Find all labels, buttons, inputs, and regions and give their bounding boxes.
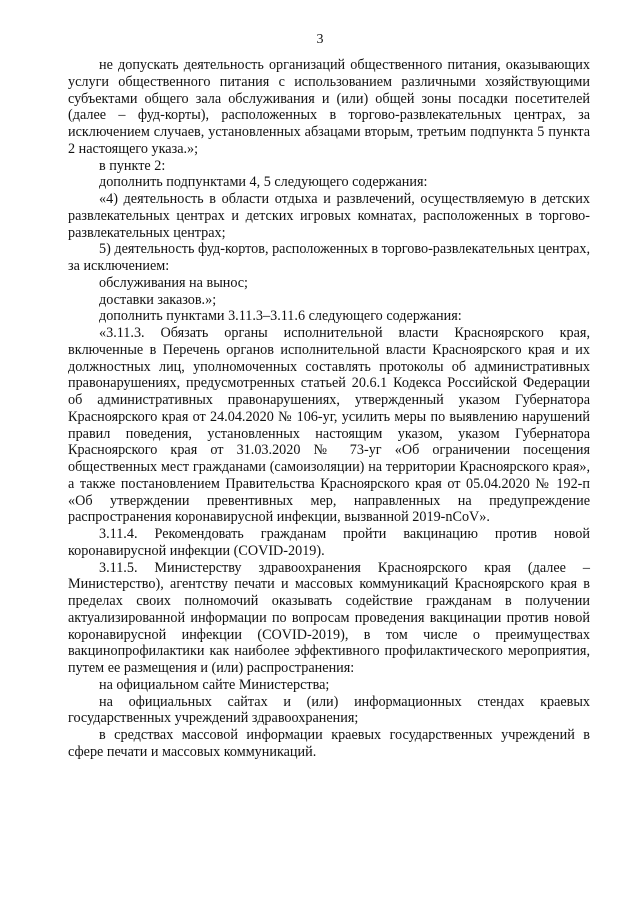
document-body	[68, 57, 590, 761]
paragraph: 5) деятельность фуд-кортов, расположенных в торгово-развлекательных центрах, за исключением:	[68, 241, 590, 274]
paragraph: в средствах массовой информации краевых государственных учреждений в сфере печати и массовых коммуникаций.	[68, 727, 590, 760]
paragraph: дополнить подпунктами 4, 5 следующего содержания:	[99, 174, 428, 191]
paragraph: «4) деятельность в области отдыха и развлечений, осуществляемую в детских развлекательных центрах и детских игровых комнатах, расположенных в торгово-развлекательных центрах;	[68, 191, 590, 241]
paragraph: доставки заказов.»;	[99, 291, 217, 308]
paragraph: на официальном сайте Министерства;	[99, 676, 330, 693]
page-number: 3	[316, 32, 324, 47]
paragraph: не допускать деятельность организаций общественного питания, оказывающих услуги общественного питания с использованием различными хозяйствующими субъектами общего зала обслуживания и (или) общей зоны посадки посетителей (далее – фуд-корты), расположенных в торгово-развлекательных центрах, за исключением случаев, установленных абзацами вторым, третьим подпункта 5 пункта 2 настоящего указа.»;	[68, 57, 590, 157]
paragraph: обслуживания на вынос;	[99, 274, 249, 291]
paragraph: «3.11.3. Обязать органы исполнительной власти Красноярского края, включенные в Перечень органов исполнительной власти Красноярского края и их должностных лиц, уполномоченных составлять протоколы об административных правонарушениях, предусмотренных статьей 20.6.1 Кодекса Российской Федерации об административных правонарушениях, утвержденный указом Губернатора Красноярского края от 24.04.2020 № 106-уг, усилить меры по выявлению нарушений правил поведения, установленных настоящим указом, указом Губернатора Красноярского края от 31.03.2020 № 73-уг «Об ограничении посещения общественных мест гражданами (самоизоляции) на территории Красноярского края», а также постановлением Правительства Красноярского края от 05.04.2020 № 192-п «Об утверждении превентивных мер, направленных на предупреждение распространения коронавирусной инфекции, вызванной 2019-nCoV».	[68, 325, 590, 526]
paragraph: в пункте 2:	[99, 157, 166, 174]
paragraph: 3.11.5. Министерству здравоохранения Красноярского края (далее – Министерство), агентству печати и массовых коммуникаций Красноярского края в пределах своих полномочий оказывать содействие гражданам в получении актуализированной информации по вопросам проведения вакцинации против новой коронавирусной инфекции (COVID-2019), в том числе о преимуществах вакцинопрофилактики как наиболее эффективного профилактического мероприятия, путем ее размещения и (или) распространения:	[68, 559, 590, 676]
paragraph: на официальных сайтах и (или) информационных стендах краевых государственных учреждений здравоохранения;	[68, 693, 590, 727]
paragraph: 3.11.4. Рекомендовать гражданам пройти вакцинацию против новой коронавирусной инфекции (COVID-2019).	[68, 526, 590, 559]
paragraph: дополнить пунктами 3.11.3–3.11.6 следующего содержания:	[99, 308, 462, 325]
